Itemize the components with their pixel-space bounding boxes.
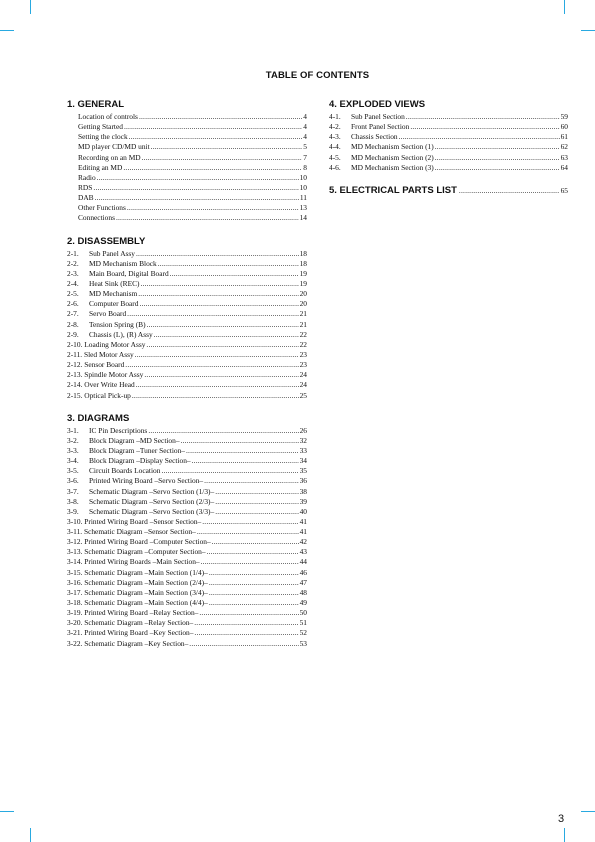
entry-page: 42 xyxy=(299,537,307,547)
entry-label: Heat Sink (REC) xyxy=(89,278,140,288)
dot-leader xyxy=(435,153,560,163)
crop-mark-top-left-v xyxy=(30,0,31,14)
entry-page: 8 xyxy=(303,162,307,172)
toc-entry[interactable] xyxy=(67,568,307,578)
entry-page: 14 xyxy=(299,213,307,223)
entry-page: 20 xyxy=(299,289,307,299)
crop-mark-bottom-right-v xyxy=(564,828,565,842)
entry-label: 3-13. Schematic Diagram –Computer Section– xyxy=(67,547,206,557)
entry-page: 10 xyxy=(299,182,307,192)
dot-leader xyxy=(142,153,303,163)
toc-entry[interactable] xyxy=(67,456,307,466)
crop-mark-top-left-h xyxy=(0,30,14,31)
dot-leader xyxy=(204,476,299,486)
entry-label: Block Diagram –MD Section– xyxy=(89,435,180,445)
toc-entry[interactable] xyxy=(67,269,307,279)
entry-page: 46 xyxy=(299,567,307,577)
entry-label: 3-12. Printed Wiring Board –Computer Section– xyxy=(67,537,211,547)
entry-page: 23 xyxy=(299,349,307,359)
crop-mark-top-right-v xyxy=(564,0,565,14)
entry-page: 4 xyxy=(303,132,307,142)
entry-page: 35 xyxy=(299,466,307,476)
toc-entry[interactable] xyxy=(67,391,307,401)
toc-entry[interactable] xyxy=(67,497,307,507)
dot-leader xyxy=(127,203,299,213)
dot-leader xyxy=(170,269,299,279)
dot-leader xyxy=(148,426,298,436)
toc-entry[interactable] xyxy=(67,517,307,527)
entry-number: 2-9. xyxy=(67,329,79,339)
toc-section xyxy=(67,99,307,224)
toc-entry[interactable] xyxy=(67,183,307,193)
entry-page: 18 xyxy=(299,248,307,258)
entry-label: 3-21. Printed Wiring Board –Key Section– xyxy=(67,628,194,638)
entry-label: Getting Started xyxy=(78,122,123,132)
entry-page: 50 xyxy=(299,608,307,618)
crop-mark-bottom-right-h xyxy=(581,811,595,812)
dot-leader xyxy=(147,320,299,330)
toc-entry[interactable] xyxy=(67,608,307,618)
dot-leader xyxy=(209,588,299,598)
entry-number: 2-4. xyxy=(67,278,79,288)
dot-leader xyxy=(186,446,299,456)
entry-label: Block Diagram –Tuner Section– xyxy=(89,445,185,455)
entry-page: 19 xyxy=(299,268,307,278)
dot-leader xyxy=(202,517,298,527)
dot-leader xyxy=(138,289,298,299)
entry-page: 7 xyxy=(303,152,307,162)
entry-label: MD Mechanism xyxy=(89,289,138,299)
dot-leader xyxy=(209,598,299,608)
entry-page: 62 xyxy=(560,142,568,152)
entry-label: Circuit Boards Location xyxy=(89,466,161,476)
dot-leader xyxy=(151,142,303,152)
entry-page: 48 xyxy=(299,587,307,597)
dot-leader xyxy=(215,487,298,497)
entry-label: 2-12. Sensor Board xyxy=(67,360,125,370)
entry-page: 53 xyxy=(299,638,307,648)
entry-label: Sub Panel Assy xyxy=(89,248,135,258)
crop-mark-bottom-left-h xyxy=(0,811,14,812)
entry-label: 3-14. Printed Wiring Boards –Main Section– xyxy=(67,557,200,567)
entry-page: 64 xyxy=(560,162,568,172)
entry-label: Location of controls xyxy=(78,112,138,121)
dot-leader xyxy=(207,547,299,557)
dot-leader xyxy=(406,112,560,122)
dot-leader xyxy=(97,173,299,183)
entry-label: 3-16. Schematic Diagram –Main Section (2/4)– xyxy=(67,577,208,587)
toc-entry[interactable] xyxy=(67,557,307,567)
toc-entry[interactable] xyxy=(67,476,307,486)
entry-number: 2-7. xyxy=(67,309,79,319)
entry-page: 10 xyxy=(299,172,307,182)
entry-label: 2-14. Over Write Head xyxy=(67,380,135,390)
entry-page: 41 xyxy=(299,527,307,537)
section-title: 2. DISASSEMBLY xyxy=(67,235,146,247)
entry-page: 51 xyxy=(299,618,307,628)
toc-left-column xyxy=(67,99,307,661)
entry-number: 3-9. xyxy=(67,506,79,516)
dot-leader xyxy=(139,112,302,122)
entry-label: Editing an MD xyxy=(78,162,123,172)
entry-page: 11 xyxy=(299,193,307,203)
entry-number: 2-2. xyxy=(67,258,79,268)
page-title: TABLE OF CONTENTS xyxy=(265,70,370,81)
dot-leader xyxy=(399,132,560,142)
toc-entry[interactable] xyxy=(67,588,307,598)
entry-label: Recording on an MD xyxy=(78,152,141,162)
toc-entry[interactable] xyxy=(67,193,307,203)
entry-label: 3-18. Schematic Diagram –Main Section (4/4)– xyxy=(67,598,208,608)
dot-leader xyxy=(139,299,298,309)
entry-label: MD Mechanism Section (1) xyxy=(351,142,434,152)
entry-number: 3-5. xyxy=(67,466,79,476)
entry-page: 22 xyxy=(299,339,307,349)
entry-page: 24 xyxy=(299,380,307,390)
entry-label: Chassis (L), (R) Assy xyxy=(89,329,153,339)
toc-entry[interactable] xyxy=(67,163,307,173)
dot-leader xyxy=(129,132,303,142)
entry-page: 22 xyxy=(299,329,307,339)
toc-entry[interactable] xyxy=(67,628,307,638)
dot-leader xyxy=(459,186,559,195)
entry-number: 3-3. xyxy=(67,445,79,455)
parts-list-label: 5. ELECTRICAL PARTS LIST xyxy=(329,184,457,196)
dot-leader xyxy=(136,380,299,390)
toc-entry-parts-list[interactable] xyxy=(329,185,568,196)
toc-entry[interactable] xyxy=(329,153,568,163)
entry-label: RDS xyxy=(78,182,93,192)
dot-leader xyxy=(95,193,299,203)
toc-entry[interactable] xyxy=(67,132,307,142)
entry-label: Other Functions xyxy=(78,203,126,213)
entry-page: 33 xyxy=(299,445,307,455)
entry-label: MD Mechanism Section (3) xyxy=(351,162,434,172)
toc-entry[interactable] xyxy=(67,370,307,380)
toc-entry[interactable] xyxy=(329,132,568,142)
toc-entry[interactable] xyxy=(67,173,307,183)
toc-entry[interactable] xyxy=(67,598,307,608)
entry-number: 2-6. xyxy=(67,299,79,309)
entry-page: 21 xyxy=(299,309,307,319)
entry-number: 2-5. xyxy=(67,289,79,299)
dot-leader xyxy=(125,360,298,370)
entry-page: 34 xyxy=(299,456,307,466)
entry-page: 36 xyxy=(299,476,307,486)
toc-section xyxy=(67,413,307,649)
dot-leader xyxy=(215,507,298,517)
toc-entry[interactable] xyxy=(67,249,307,259)
entry-label: Schematic Diagram –Servo Section (2/3)– xyxy=(89,496,215,506)
entry-label: MD Mechanism Section (2) xyxy=(351,152,434,162)
entry-label: 3-20. Schematic Diagram –Relay Section– xyxy=(67,618,194,628)
dot-leader xyxy=(127,309,298,319)
dot-leader xyxy=(209,578,299,588)
toc-entry[interactable] xyxy=(329,122,568,132)
toc-section xyxy=(67,236,307,401)
entry-page: 19 xyxy=(299,278,307,288)
toc-entry[interactable] xyxy=(67,507,307,517)
toc-entry[interactable] xyxy=(67,340,307,350)
entry-number: 3-2. xyxy=(67,435,79,445)
entry-label: Schematic Diagram –Servo Section (1/3)– xyxy=(89,486,215,496)
crop-mark-top-right-h xyxy=(581,30,595,31)
toc-entry[interactable] xyxy=(67,446,307,456)
entry-page: 21 xyxy=(299,319,307,329)
dot-leader xyxy=(132,391,299,401)
toc-entry[interactable] xyxy=(67,289,307,299)
entry-page: 24 xyxy=(299,370,307,380)
entry-page: 52 xyxy=(299,628,307,638)
dot-leader xyxy=(158,259,299,269)
section-title: 4. EXPLODED VIEWS xyxy=(329,99,426,110)
dot-leader xyxy=(209,568,299,578)
dot-leader xyxy=(161,466,298,476)
dot-leader xyxy=(189,639,298,649)
toc-right-sections xyxy=(329,99,568,173)
dot-leader xyxy=(144,370,298,380)
entry-label: 3-17. Schematic Diagram –Main Section (3/4)– xyxy=(67,587,208,597)
toc-entry[interactable] xyxy=(67,466,307,476)
toc-entry[interactable] xyxy=(67,639,307,649)
toc-entry[interactable] xyxy=(67,436,307,446)
dot-leader xyxy=(141,279,299,289)
entry-label: 3-15. Schematic Diagram –Main Section (1/4)– xyxy=(67,567,208,577)
entry-page: 13 xyxy=(299,203,307,213)
entry-label: Schematic Diagram –Servo Section (3/3)– xyxy=(89,506,215,516)
entry-number: 3-4. xyxy=(67,456,79,466)
dot-leader xyxy=(410,122,559,132)
entry-label: 2-13. Spindle Motor Assy xyxy=(67,370,144,380)
toc-entry[interactable] xyxy=(67,330,307,340)
dot-leader xyxy=(435,142,560,152)
entry-page: 60 xyxy=(560,122,568,132)
dot-leader xyxy=(124,122,302,132)
dot-leader xyxy=(181,436,299,446)
dot-leader xyxy=(135,350,299,360)
dot-leader xyxy=(194,628,298,638)
entry-page: 39 xyxy=(299,496,307,506)
dot-leader xyxy=(197,527,299,537)
section-title: 1. GENERAL xyxy=(67,99,125,110)
toc-entry[interactable] xyxy=(67,320,307,330)
entry-label: 3-11. Schematic Diagram –Sensor Section– xyxy=(67,527,196,537)
entry-number: 3-1. xyxy=(67,425,79,435)
toc-entry[interactable] xyxy=(67,142,307,152)
toc-section xyxy=(329,99,568,173)
entry-number: 4-5. xyxy=(329,152,341,162)
dot-leader xyxy=(146,340,298,350)
entry-label: Front Panel Section xyxy=(351,122,410,132)
entry-label: 2-11. Sled Motor Assy xyxy=(67,349,134,359)
entry-label: 2-15. Optical Pick-up xyxy=(67,390,131,400)
toc-entry[interactable] xyxy=(67,153,307,163)
toc-entry[interactable] xyxy=(67,618,307,628)
entry-number: 3-6. xyxy=(67,476,79,486)
entry-number: 3-8. xyxy=(67,496,79,506)
entry-number: 2-8. xyxy=(67,319,79,329)
dot-leader xyxy=(199,608,298,618)
entry-label: Block Diagram –Display Section– xyxy=(89,456,191,466)
entry-label: Servo Board xyxy=(89,309,127,319)
toc-right-column xyxy=(329,99,568,196)
entry-number: 2-3. xyxy=(67,268,79,278)
dot-leader xyxy=(93,183,298,193)
toc-entry[interactable] xyxy=(67,350,307,360)
entry-page: 18 xyxy=(299,258,307,268)
toc-entry[interactable] xyxy=(329,142,568,152)
entry-page: 41 xyxy=(299,516,307,526)
entry-number: 4-3. xyxy=(329,132,341,142)
entry-label: Main Board, Digital Board xyxy=(89,268,169,278)
entry-page: 43 xyxy=(299,547,307,557)
toc-entry[interactable] xyxy=(67,203,307,213)
entry-page: 4 xyxy=(303,122,307,132)
entry-label: 3-19. Printed Wiring Board –Relay Section– xyxy=(67,608,199,618)
dot-leader xyxy=(123,163,302,173)
entry-label: Radio xyxy=(78,172,96,182)
dot-leader xyxy=(201,557,299,567)
entry-label: 3-10. Printed Wiring Board –Sensor Section– xyxy=(67,516,202,526)
entry-page: 4 xyxy=(303,112,307,121)
entry-page: 63 xyxy=(560,152,568,162)
entry-page: 23 xyxy=(299,360,307,370)
toc-entry[interactable] xyxy=(67,426,307,436)
toc-entry[interactable] xyxy=(67,380,307,390)
entry-label: IC Pin Descriptions xyxy=(89,425,148,435)
entry-number: 4-4. xyxy=(329,142,341,152)
toc-entry[interactable] xyxy=(67,299,307,309)
entry-label: Printed Wiring Board –Servo Section– xyxy=(89,476,204,486)
entry-label: Computer Board xyxy=(89,299,139,309)
toc-entry[interactable] xyxy=(67,578,307,588)
entry-page: 59 xyxy=(560,112,568,121)
toc-entry[interactable] xyxy=(67,213,307,223)
dot-leader xyxy=(215,497,298,507)
entry-page: 61 xyxy=(560,132,568,142)
entry-page: 38 xyxy=(299,486,307,496)
entry-page: 40 xyxy=(299,506,307,516)
toc-entry[interactable] xyxy=(67,527,307,537)
parts-list-page: 65 xyxy=(560,185,568,195)
toc-entry[interactable] xyxy=(67,547,307,557)
entry-page: 20 xyxy=(299,299,307,309)
entry-page: 44 xyxy=(299,557,307,567)
toc-entry[interactable] xyxy=(67,112,307,122)
dot-leader xyxy=(136,249,299,259)
dot-leader xyxy=(116,213,299,223)
entry-page: 26 xyxy=(299,425,307,435)
toc-entry[interactable] xyxy=(67,309,307,319)
entry-label: Chassis Section xyxy=(351,132,398,142)
entry-number: 2-1. xyxy=(67,248,79,258)
entry-page: 49 xyxy=(299,598,307,608)
entry-label: Connections xyxy=(78,213,115,223)
entry-label: 2-10. Loading Motor Assy xyxy=(67,339,146,349)
toc-entry[interactable] xyxy=(67,122,307,132)
dot-leader xyxy=(212,537,299,547)
entry-label: 3-22. Schematic Diagram –Key Section– xyxy=(67,638,189,648)
toc-entry[interactable] xyxy=(329,112,568,122)
dot-leader xyxy=(192,456,299,466)
entry-page: 47 xyxy=(299,577,307,587)
entry-number: 4-6. xyxy=(329,162,341,172)
entry-label: Sub Panel Section xyxy=(351,112,405,121)
dot-leader xyxy=(435,163,560,173)
entry-number: 4-1. xyxy=(329,112,341,121)
entry-page: 5 xyxy=(303,142,307,152)
toc-entry[interactable] xyxy=(67,360,307,370)
crop-mark-bottom-left-v xyxy=(30,828,31,842)
entry-label: MD player CD/MD unit xyxy=(78,142,150,152)
entry-number: 4-2. xyxy=(329,122,341,132)
dot-leader xyxy=(154,330,299,340)
toc-entry[interactable] xyxy=(67,537,307,547)
dot-leader xyxy=(194,618,298,628)
entry-label: Setting the clock xyxy=(78,132,128,142)
entry-number: 3-7. xyxy=(67,486,79,496)
entry-label: MD Mechanism Block xyxy=(89,258,157,268)
toc-entry[interactable] xyxy=(67,487,307,497)
toc-entry[interactable] xyxy=(67,259,307,269)
entry-page: 25 xyxy=(299,390,307,400)
entry-label: DAB xyxy=(78,193,94,203)
section-title: 3. DIAGRAMS xyxy=(67,412,130,424)
entry-label: Tension Spring (B) xyxy=(89,319,146,329)
entry-page: 32 xyxy=(299,435,307,445)
toc-entry[interactable] xyxy=(329,163,568,173)
toc-entry[interactable] xyxy=(67,279,307,289)
page-number: 3 xyxy=(558,813,565,825)
